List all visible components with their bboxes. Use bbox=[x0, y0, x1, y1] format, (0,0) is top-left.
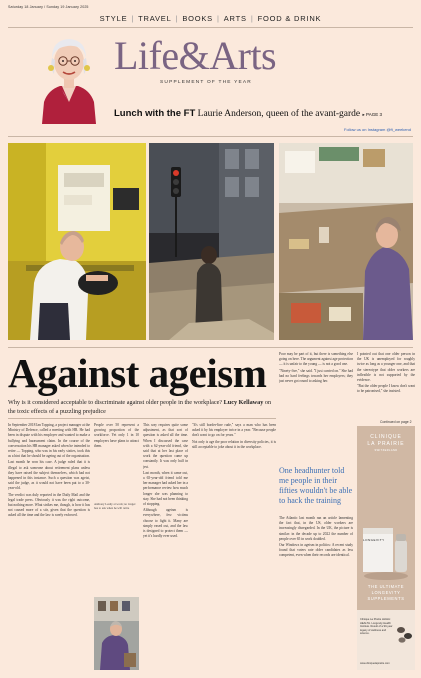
ad-tagline: THE ULTIMATE LONGEVITY SUPPLEMENTS bbox=[367, 584, 405, 601]
article-column-4 bbox=[192, 423, 276, 670]
paragraph: Last month, when it came out, a 65-year-old friend told me her manager had asked her in a performance review how much longer she was planning to stay. She had not been thinking of stopping. bbox=[143, 470, 188, 507]
paragraph: Last month he won his case. A judge ruled that it is illegal to ask someone about retirement plans unless they have raised the subject themselves, which had not happened in this instance. Such a question was ageist, said the judge, as it would not have been put to a 30-year-old. bbox=[8, 460, 90, 491]
photo-city-street bbox=[149, 143, 274, 340]
paragraph: This way requires quite some adjustment, as that sort of question is asked all the time. When I discussed the case with a 62-year-old friend, she said that at her last place of work the question came up constantly. It was only half in jest. bbox=[143, 423, 188, 469]
lunch-page: PAGE 3 bbox=[366, 112, 382, 117]
standfirst-lead: Why is it considered acceptable to discriminate against older people in the workplace? bbox=[8, 399, 223, 406]
paragraph: In September 2018 Ian Topping, a project manager at the Ministry of Defence, called a meeting with HR. He had been in dispute with his employer and wanted to make a bullying and harassment claim. In the course of the conversation his HR manager asked when he intended to retire — Topping, who was in his early sixties, took this as a hint that he should be ageing out of the organisation. bbox=[8, 423, 90, 459]
supplement-tagline: SUPPLEMENT OF THE YEAR bbox=[160, 80, 252, 85]
lunch-teaser[interactable] bbox=[114, 108, 382, 119]
article-column-3 bbox=[143, 423, 188, 670]
paragraph: I pointed out that one older person in the UK is unemployed for roughly twice as long as a younger one, and that the stereotype that older workers are inflexible is not supported by the evidence. bbox=[357, 352, 415, 383]
article-column-2 bbox=[94, 423, 139, 500]
nav-separator: | bbox=[217, 14, 220, 23]
nav-item-food-drink[interactable]: FOOD & DRINK bbox=[257, 14, 322, 23]
cover-portrait-illustration bbox=[38, 32, 100, 124]
clinique-la-prairie-advert[interactable] bbox=[357, 426, 415, 670]
photo-man-with-ceramics bbox=[94, 597, 139, 670]
article-column-7 bbox=[279, 516, 353, 670]
nav-item-travel[interactable]: TRAVEL bbox=[138, 14, 172, 23]
rule-below-photos bbox=[8, 347, 413, 348]
ad-product-image bbox=[361, 510, 411, 584]
ad-product-label: LONGEVITY bbox=[363, 538, 385, 542]
paragraph: The verdict was duly reported in the Daily Mail and the legal trade press. Obviously it was the right outcome, but nothing more. What strikes me, though, is how it has not caused more of a stir, given that the question is asked all the time and the law is rarely enforced. bbox=[8, 492, 90, 518]
photo-man-at-desk bbox=[8, 143, 146, 340]
article-column-6 bbox=[357, 352, 415, 418]
nav-item-style[interactable]: STYLE bbox=[99, 14, 128, 23]
headline: Against ageism bbox=[8, 350, 267, 396]
article-column-5 bbox=[279, 352, 353, 462]
nav-separator: | bbox=[175, 14, 179, 23]
lunch-label: Lunch with the FT bbox=[114, 108, 196, 119]
byline[interactable]: Lucy Kellaway bbox=[223, 399, 264, 406]
masthead: Life&Arts bbox=[114, 33, 277, 78]
paragraph: Our Windows in ageism in politics: A recent study found that voters rate older candidates as less competent, even when their records are identical. bbox=[279, 543, 353, 558]
paragraph: "But the older people I know don't want to be patronised," she insisted. bbox=[357, 384, 415, 394]
nav-separator: | bbox=[131, 14, 135, 23]
paragraph: "It's still border-line rude," says a man who has been asked it by his employer twice in a year. "Because people don't want to go on for years." bbox=[192, 423, 276, 438]
ad-brand: CLINIQUE LA PRAIRIE bbox=[367, 434, 405, 447]
dateline: Saturday 18 January / Sunday 19 January 2025 bbox=[8, 5, 89, 9]
standfirst-end: on the toxic effects of a puzzling prejudice bbox=[8, 399, 272, 415]
lunch-text: Laurie Anderson, queen of the avant-garde bbox=[197, 109, 361, 119]
lunch-page-ref: ▸ PAGE 3 bbox=[362, 112, 382, 117]
photo-workshop bbox=[279, 143, 413, 340]
paragraph: People over 50 represent a growing proportion of the workforce. Yet only 1 in 10 employers have plans to attract them. bbox=[94, 423, 139, 448]
paragraph: "Ninety-five," she said. "I just carried on." She had had no hard feelings towards her employers; they just never got round to asking her. bbox=[279, 368, 353, 384]
pull-quote: One headhunter told me people in their fifties wouldn't be able to hack the training bbox=[279, 466, 353, 505]
header-rule bbox=[8, 27, 413, 28]
section-nav bbox=[0, 14, 421, 23]
nav-separator: | bbox=[250, 14, 254, 23]
ad-url[interactable]: www.cliniquelaprairie.com bbox=[360, 662, 390, 665]
article-column-1 bbox=[8, 423, 90, 670]
paragraph: Although ageism is everywhere, few victims choose to fight it. Many are simply eased out, and the law is designed to protect them — yet it's hardly ever used. bbox=[143, 508, 188, 539]
paragraph: Poor may be part of it, but there is something else going on here. The argument against age protection — it is unfair to the young — is not a good one. bbox=[279, 352, 353, 367]
instagram-follow-link[interactable]: Follow us on Instagram @ft_weekend bbox=[344, 127, 411, 132]
nav-item-arts[interactable]: ARTS bbox=[223, 14, 247, 23]
ad-small-print: Clinique La Prairie Holistic HEALTH. Longevity Health Institute. Result of a 90-year legacy of wellness and science. bbox=[360, 618, 393, 636]
nav-item-books[interactable]: BOOKS bbox=[182, 14, 213, 23]
continued-note[interactable]: Continued on page 2 bbox=[380, 420, 412, 424]
ad-brand-sub: SWITZERLAND bbox=[374, 449, 398, 452]
photo-caption: Anthony Leahy at work; no longer has to ask when he will retire bbox=[94, 502, 136, 510]
rule-above-photos bbox=[8, 136, 413, 137]
ad-stones-image bbox=[396, 624, 414, 644]
standfirst bbox=[8, 398, 276, 416]
standfirst-rule bbox=[8, 418, 276, 419]
paragraph: Not only is age the poor relation in diversity policies, it is still acceptable to joke about it in the workplace. bbox=[192, 439, 276, 449]
paragraph: The Atlantic last month ran an article lamenting the fact that, in the US, older workers are increasingly disregarded. In the UK, the picture is similar: in the decade up to 2022 the number of people over 65 in work doubled. bbox=[279, 516, 353, 541]
